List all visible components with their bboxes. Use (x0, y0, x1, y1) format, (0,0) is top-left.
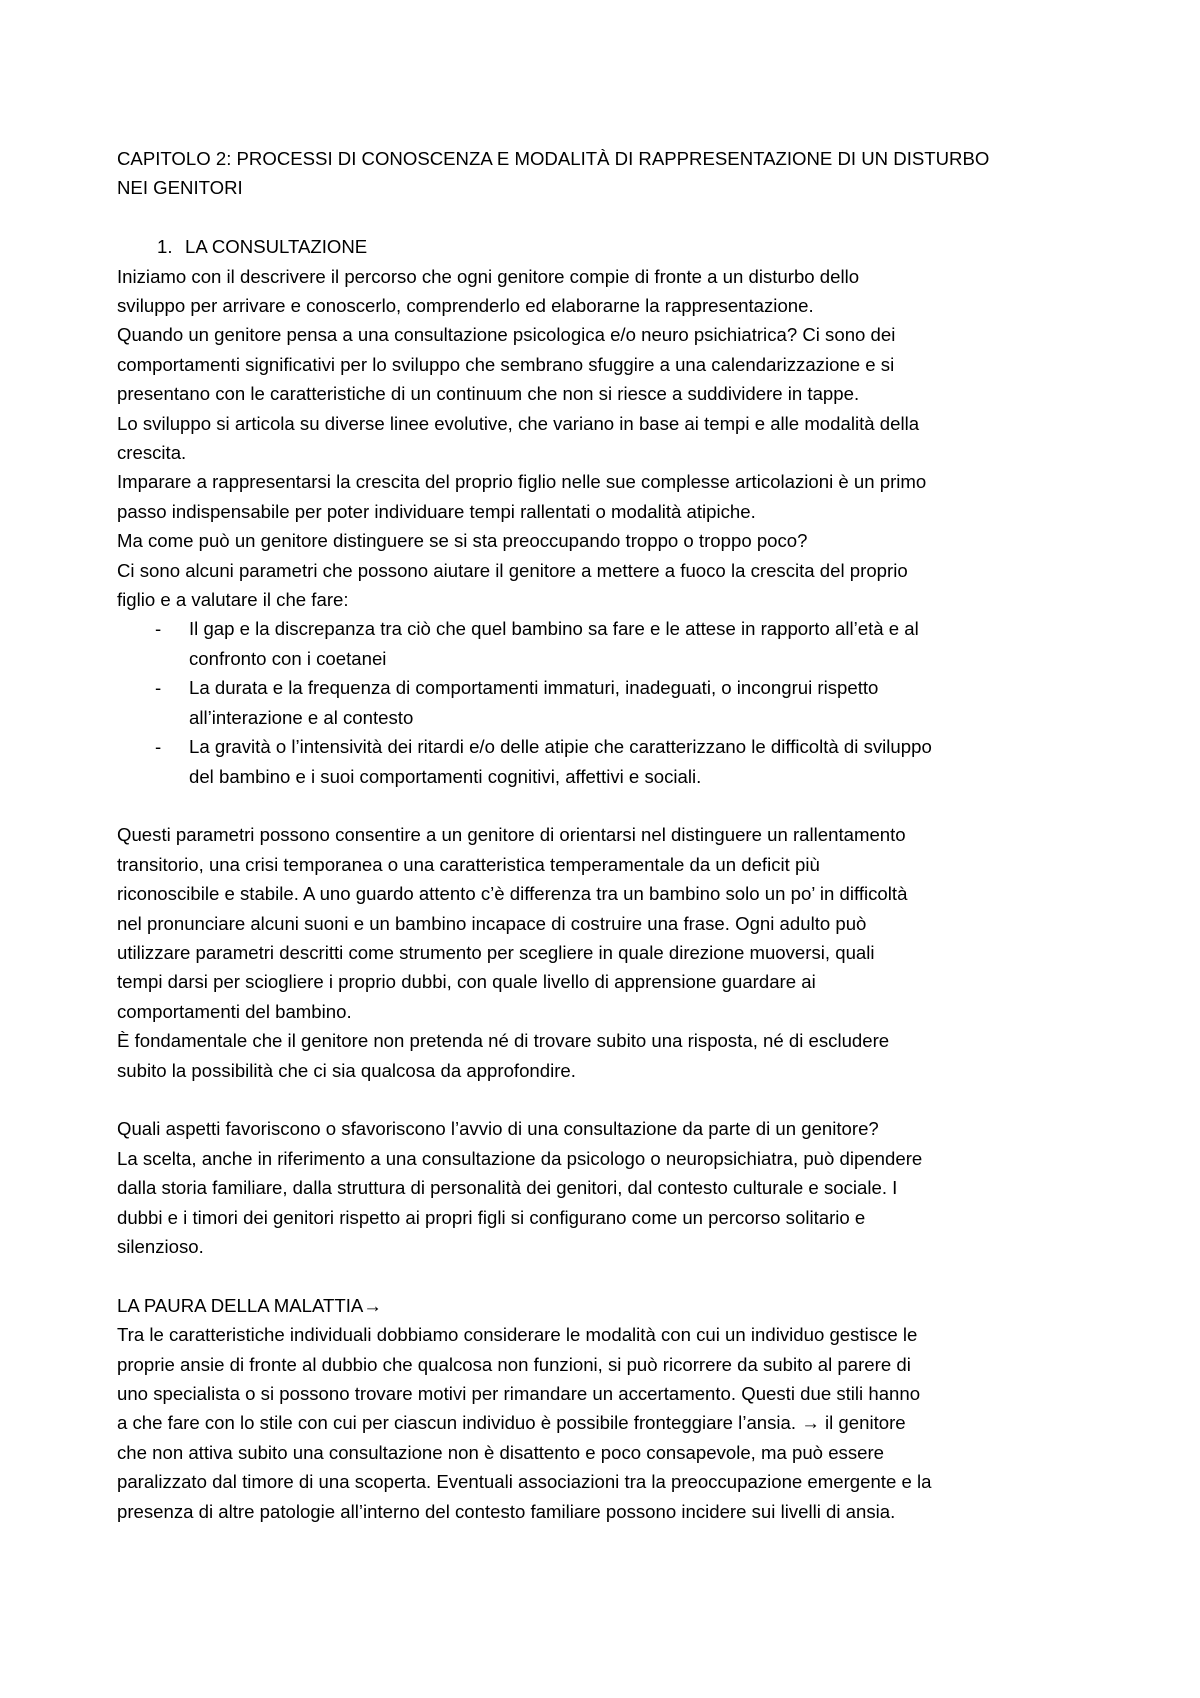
text-line: Imparare a rappresentarsi la crescita del proprio figlio nelle sue complesse articolazioni è un primo (117, 471, 927, 493)
bullet-marker: - (155, 618, 162, 640)
bullet-marker: - (155, 736, 162, 758)
bullet-text-line: Il gap e la discrepanza tra ciò che quel bambino sa fare e le attese in rapporto all’età e al (189, 618, 919, 640)
text-line: presenza di altre patologie all’interno del contesto familiare possono incidere sui livelli di ansia. (117, 1500, 896, 1522)
bullet-text-line: La durata e la frequenza di comportamenti immaturi, inadeguati, o incongrui rispetto (189, 677, 879, 699)
text-line: Iniziamo con il descrivere il percorso che ogni genitore compie di fronte a un disturbo dello (117, 265, 860, 287)
bullet-item (117, 732, 1097, 791)
text-line: che non attiva subito una consultazione non è disattento e poco consapevole, ma può essere (117, 1441, 885, 1463)
blank-line (117, 203, 1097, 232)
bullet-marker: - (155, 677, 162, 699)
chapter-title-line: NEI GENITORI (117, 177, 243, 199)
text-line: crescita. (117, 442, 187, 464)
text-line: uno specialista o si possono trovare motivi per rimandare un accertamento. Questi due stili hanno (117, 1383, 921, 1404)
text-line: La scelta, anche in riferimento a una consultazione da psicologo o neuropsichiatra, può dipendere (117, 1147, 923, 1169)
text-line: a che fare con lo stile con cui per ciascun individuo è possibile fronteggiare l’ansia. → il genitore (117, 1412, 906, 1434)
section-number: 1. (157, 236, 173, 258)
blank-line (117, 1261, 1097, 1290)
text-line: Quali aspetti favoriscono o sfavoriscono l’avvio di una consultazione da parte di un genitore? (117, 1118, 879, 1140)
text-line: proprie ansie di fronte al dubbio che qualcosa non funzioni, si può ricorrere da subito al parere di (117, 1353, 911, 1375)
text-line: presentano con le caratteristiche di un continuum che non si riesce a suddividere in tappe. (117, 383, 860, 405)
blank-line (117, 1085, 1097, 1114)
text-line: È fondamentale che il genitore non pretenda né di trovare subito una risposta, né di escludere (117, 1030, 890, 1052)
text-line: figlio e a valutare il che fare: (117, 589, 349, 611)
bullet-text-line: confronto con i coetanei (189, 647, 387, 669)
text-line: comportamenti del bambino. (117, 1000, 352, 1022)
bullet-text-line: del bambino e i suoi comportamenti cognitivi, affettivi e sociali. (189, 765, 702, 787)
text-line: riconoscibile e stabile. A uno guardo attento c’è differenza tra un bambino solo un po’ in difficoltà (117, 883, 908, 905)
text-line: silenzioso. (117, 1235, 204, 1257)
paragraph-intro (117, 262, 1097, 615)
section-heading-text: LA CONSULTAZIONE (185, 236, 368, 258)
document-body (117, 144, 1097, 1526)
text-line: nel pronunciare alcuni suoni e un bambino incapace di costruire una frase. Ogni adulto può (117, 912, 867, 934)
text-line: comportamenti significativi per lo sviluppo che sembrano sfuggire a una calendarizzazione e si (117, 353, 895, 375)
text-line: transitorio, una crisi temporanea o una caratteristica temperamentale da un deficit più (117, 853, 820, 875)
blank-line (117, 791, 1097, 820)
bullet-text-line: La gravità o l’intensività dei ritardi e/o delle atipie che caratterizzano le difficoltà di sviluppo (189, 736, 932, 758)
text-line: sviluppo per arrivare e conoscerlo, comprenderlo ed elaborarne la rappresentazione. (117, 295, 814, 317)
bullet-list (117, 614, 1097, 790)
text-line: tempi darsi per sciogliere i proprio dubbi, con quale livello di apprensione guardare ai (117, 971, 816, 993)
text-line: Questi parametri possono consentire a un genitore di orientarsi nel distinguere un rallentamento (117, 824, 906, 846)
text-line: passo indispensabile per poter individuare tempi rallentati o modalità atipiche. (117, 500, 756, 522)
text-line: Ma come può un genitore distinguere se si sta preoccupando troppo o troppo poco? (117, 530, 808, 552)
chapter-title-line: CAPITOLO 2: PROCESSI DI CONOSCENZA E MODALITÀ DI RAPPRESENTAZIONE DI UN DISTURBO (117, 148, 990, 169)
paragraph-fear (117, 1320, 1097, 1526)
bullet-item (117, 614, 1097, 673)
text-line: subito la possibilità che ci sia qualcosa da approfondire. (117, 1059, 576, 1081)
text-line: Lo sviluppo si articola su diverse linee evolutive, che variano in base ai tempi e alle modalità della (117, 412, 920, 434)
bullet-text-line: all’interazione e al contesto (189, 706, 414, 728)
text-line: paralizzato dal timore di una scoperta. Eventuali associazioni tra la preoccupazione emergente e la (117, 1471, 932, 1493)
text-line: Quando un genitore pensa a una consultazione psicologica e/o neuro psichiatrica? Ci sono dei (117, 324, 896, 346)
bullet-item (117, 673, 1097, 732)
text-line: Ci sono alcuni parametri che possono aiutare il genitore a mettere a fuoco la crescita del proprio (117, 559, 908, 581)
text-line: Tra le caratteristiche individuali dobbiamo considerare le modalità con cui un individuo gestisce le (117, 1324, 918, 1346)
paragraph-parameters (117, 820, 1097, 1085)
text-line: utilizzare parametri descritti come strumento per scegliere in quale direzione muoversi, quali (117, 941, 875, 963)
text-line: dubbi e i timori dei genitori rispetto ai propri figli si configurano come un percorso solitario e (117, 1206, 866, 1228)
text-line: dalla storia familiare, dalla struttura di personalità dei genitori, dal contesto culturale e sociale. I (117, 1177, 898, 1199)
subheading: LA PAURA DELLA MALATTIA→ (117, 1294, 382, 1316)
section-heading (117, 232, 1097, 261)
chapter-title (117, 144, 1097, 203)
paragraph-aspects (117, 1114, 1097, 1261)
